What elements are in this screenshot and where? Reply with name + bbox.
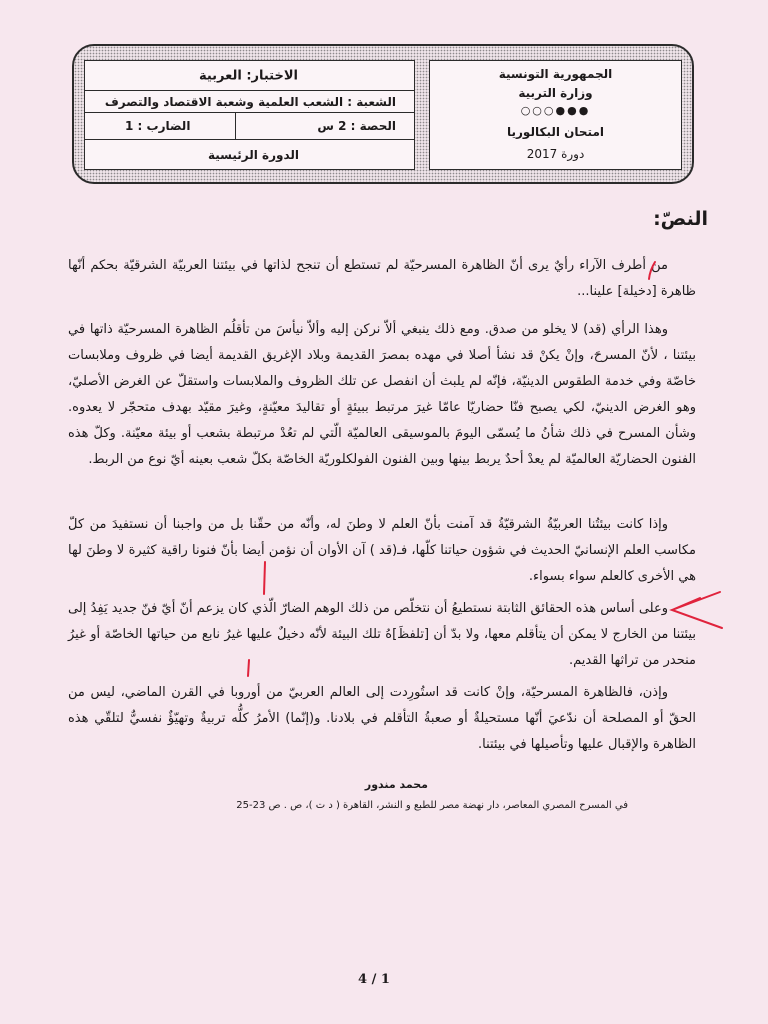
red-stroke-mark-1 (649, 262, 655, 279)
author-name: محمد مندور (364, 778, 428, 791)
paragraph-4: وعلى أساس هذه الحقائق الثابتة نستطيعُ أن نتخلّص من ذلك الوهم الضارّ الّذي كان يزعم أنّ أيّ فنّ جديد يَفِدُ إلى بيئتنا من الخارج لا يمكن أن يتأقلم معها، ولا بدّ أن [تلفظَ]هُ تلك البيئة لأنّه دخيلٌ عليها غيرُ نابع من حياتها الخاصّة أو غيرُ منحدر من تراثها القديم. (68, 601, 696, 668)
republic-label: الجمهورية التونسية (498, 67, 613, 81)
exam-title: امتحان البكالوريا (507, 125, 604, 139)
paragraph-1: من أطرف الآراء رأيٌ يرى أنّ الظاهرة المسرحيّة لم تستطع أن تنجح لذاتها في بيئتنا العربيّة الشرقيّة بحكم أنّها ظاهرة [دخيلة] علينا... (68, 258, 696, 299)
paragraph-5: وإذن، فالظاهرة المسرحيّة، وإنْ كانت قد استُورِدت إلى العالم العربيّ من أوروبا في القرن الماضي، ليس من الحقّ أو المصلحة أن ندّعيَ أنّها مستحيلةٌ أو صعبةُ التأقلم في بلادنا. و(إنّما) الأمرُ كلُّه تربيةٌ وتهيّؤٌ نفسيٌّ لتلقّي هذه الظاهرة والإقبال عليها وتأصيلها في بيئتنا. (68, 685, 696, 752)
paragraph-3: وإذا كانت بيئتُنا العربيّةُ الشرقيّةُ قد آمنت بأنّ العلم لا وطنَ له، وأنّه من حقّنا بل من واجبنا أن نستفيدَ من كلّ مكاسب العلم الإنسانيّ الحديث في شؤون حياتنا كلّها، فـ(قد ) آن الأوان أن نؤمن أيضا بأنّ فنونا راقية كثيرة لا وطنَ لها هي الأخرى كالعلم سواء بسواء. (68, 517, 696, 584)
coefficient-label: الضارب : 1 (125, 119, 191, 133)
duration-label: الحصة : 2 س (317, 119, 396, 133)
red-stroke-mark-3 (248, 660, 249, 676)
section-label: الشعبة : الشعب العلمية وشعبة الاقتصاد والتصرف (104, 94, 396, 109)
subject-label: الاختبار: العربية (198, 68, 298, 83)
paragraph-2: وهذا الرأي (قد) لا يخلو من صدق. ومع ذلك ينبغي ألاّ نركن إليه وألاّ نيأسَ من تأقلُم الظاهرة المسرحيّة ذاتها في بيئتنا ، لأنّ المسرحَ، وإنْ يكنْ قد نشأ أصلا في مهده بمصرَ القديمة وبلاد الإغريق القديمة أيضا في ظروف وملابسات خاصّة وفي خدمة الطقوس الدينيّة، فإنّه لم يلبث أن انفصل عن تلك الظروف والملابسات واستقلّ عن الغرض الأصليّ، وهو الغرض الدينيّ، لكي يصبح فنّا حضاريّا عامّا غيرَ مرتبط ببيئةٍ أو تقاليدَ معيّنةٍ، وغيرَ مقيّد بهدف متحجّر لا يعدوه. وشأن المسرح في ذلك شأنُ ما يُسمّى اليومَ بالموسيقى العالميّة الّتي لم تعُدْ مرتبطة بشعب أو بيئة معيّنة. وكلّ هذه الفنون الحضاريّة العالميّة لم يعدْ أحدٌ يربط بينها وبين الفنون الفولكلوريّة الخاصّة بكلّ شعب بعينه أيّ نوع من الربط. (68, 322, 696, 467)
emblem-dots-icon: ●●●○○○ (520, 104, 591, 117)
source-citation: في المسرح المصري المعاصر، دار نهضة مصر للطبع و النشر، القاهرة ( د ت )، ص . ص 23-25 (236, 800, 628, 811)
red-stroke-mark-2 (264, 562, 265, 594)
page-number: 4 / 1 (358, 972, 390, 987)
text-heading: النصّ: (653, 208, 708, 230)
exam-year: دورة 2017 (526, 147, 585, 161)
session-label: الدورة الرئيسية (207, 147, 299, 162)
red-arrow-icon (672, 592, 722, 628)
ministry-label: وزارة التربية (518, 86, 593, 100)
